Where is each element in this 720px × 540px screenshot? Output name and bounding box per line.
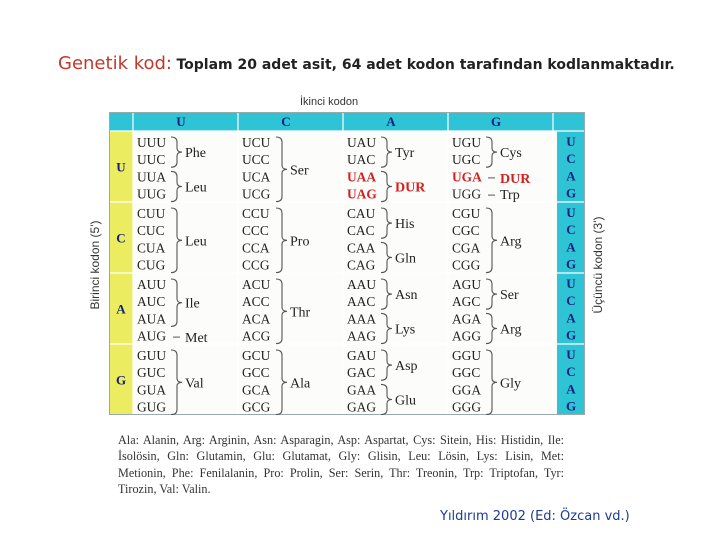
amino-acid-label: Ile: [185, 296, 200, 312]
codon-text: UAA: [347, 169, 377, 185]
codon-text: CAG: [347, 257, 376, 273]
codon-text: UUC: [137, 152, 166, 168]
codon-text: AUA: [137, 311, 167, 327]
second-base-label: A: [386, 114, 396, 129]
codon-text: AAC: [347, 294, 376, 310]
second-base-label: C: [281, 114, 291, 129]
codon-text: GAG: [347, 399, 377, 415]
codon-text: CAU: [347, 206, 376, 221]
first-base-label: C: [116, 230, 126, 246]
codon-text: UUA: [137, 169, 167, 185]
amino-acid-label: Arg: [500, 234, 522, 250]
codon-text: AUG: [137, 328, 167, 344]
third-base-label: U: [566, 134, 576, 149]
codon-text: UAC: [347, 152, 376, 168]
codon-text: CCG: [242, 257, 270, 273]
first-base-label: A: [116, 301, 126, 317]
codon-text: CGA: [452, 240, 481, 256]
codon-text: GUA: [137, 382, 167, 398]
codon-text: UGC: [452, 152, 481, 168]
codon-text: UGG: [452, 186, 482, 202]
codon-text: UUG: [137, 186, 167, 202]
codon-text: GCA: [242, 382, 271, 398]
page-heading: [58, 53, 675, 74]
stop-codon-label: DUR: [500, 171, 531, 187]
second-base-label: U: [176, 114, 186, 129]
amino-acid-label: Asn: [395, 288, 418, 304]
heading-lead: Genetik kod:: [58, 53, 172, 74]
codon-text: CUU: [137, 206, 166, 221]
codon-text: UUU: [137, 135, 167, 150]
third-base-label: C: [566, 293, 576, 309]
codon-text: GGG: [452, 399, 482, 415]
codon-text: GAU: [347, 348, 377, 363]
codon-text: ACG: [242, 328, 271, 344]
codon-text: UCA: [242, 169, 271, 185]
codon-text: UCC: [242, 152, 270, 168]
third-base-label: A: [566, 381, 576, 397]
codon-text: AUU: [137, 277, 167, 292]
amino-acid-label: Tyr: [395, 146, 415, 162]
third-base-label: U: [566, 276, 576, 291]
codon-text: CCA: [242, 240, 270, 256]
codon-text: GUC: [137, 365, 166, 381]
codon-text: GAA: [347, 382, 377, 398]
third-base-label: G: [565, 398, 577, 414]
codon-text: GCG: [242, 399, 271, 415]
third-base-label: C: [566, 151, 576, 167]
amino-acid-label: Leu: [185, 234, 207, 250]
codon-text: CUA: [137, 240, 166, 256]
heading-rest: Toplam 20 adet asit, 64 adet kodon tarafından kodlanmaktadır.: [176, 57, 675, 73]
amino-acid-label: Leu: [185, 180, 207, 196]
first-base-label: U: [116, 159, 126, 175]
third-base-label: U: [566, 205, 576, 220]
codon-text: GUU: [137, 348, 167, 363]
amino-acid-label: Asp: [395, 359, 418, 375]
codon-text: CGU: [452, 206, 481, 221]
codon-text: CGG: [452, 257, 481, 273]
amino-acid-label: Ala: [290, 376, 311, 392]
amino-acid-label: Val: [185, 376, 204, 392]
amino-acid-label: Lys: [395, 322, 416, 338]
codon-text: GGA: [452, 382, 482, 398]
codon-text: UAG: [347, 186, 377, 202]
codon-text: AAG: [347, 328, 377, 344]
amino-acid-label: His: [395, 217, 415, 233]
third-base-label: G: [565, 185, 577, 201]
third-codon-label: Üçüncü kodon (3'): [591, 216, 605, 314]
codon-table-graphic: [109, 112, 585, 415]
second-codon-label: İkinci kodon: [300, 96, 359, 108]
second-base-label: G: [490, 114, 502, 129]
codon-text: AAU: [347, 277, 377, 292]
amino-acid-label: Arg: [500, 322, 522, 338]
amino-acid-label: Glu: [395, 393, 416, 409]
third-base-label: G: [565, 327, 577, 343]
codon-text: CGC: [452, 223, 480, 239]
third-base-label: C: [566, 222, 576, 238]
third-base-label: A: [566, 310, 576, 326]
codon-text: UGU: [452, 135, 482, 150]
amino-acid-label: Met: [185, 331, 208, 347]
amino-acid-label: Thr: [290, 305, 311, 321]
codon-text: CCU: [242, 206, 270, 221]
codon-text: AAA: [347, 311, 377, 327]
amino-acid-label: Ser: [500, 288, 519, 304]
codon-text: CAA: [347, 240, 376, 256]
codon-text: AGA: [452, 311, 482, 327]
amino-acid-abbreviations: Ala: Alanin, Arg: Arginin, Asn: Asparagin, Asp: Aspartat, Cys: Sitein, His: Histidin, Ile: İsolösin, Gln: Glutamin, Glu: Glutamat, Gly: Glisin, Leu: Lösin, Lys: Lisin, Met: Metionin, Phe: Fenilalanin, Pro: Prolin, Ser: Serin, Thr: Treonin, Trp: Triptofan, Tyr: Tirozin, Val: Valin.: [118, 433, 564, 496]
genetic-code-table: [109, 112, 585, 415]
amino-acid-label: Cys: [500, 146, 522, 162]
codon-text: GCC: [242, 365, 270, 381]
codon-text: ACC: [242, 294, 270, 310]
codon-text: UCG: [242, 186, 271, 202]
amino-acid-label: Gln: [395, 251, 416, 267]
codon-text: CUC: [137, 223, 165, 239]
codon-text: AGG: [452, 328, 482, 344]
codon-text: CUG: [137, 257, 166, 273]
codon-text: CAC: [347, 223, 375, 239]
source-credit: Yıldırım 2002 (Ed: Özcan vd.): [440, 509, 630, 524]
codon-text: AGC: [452, 294, 481, 310]
amino-acid-label: Phe: [185, 146, 206, 162]
codon-text: UCU: [242, 135, 271, 150]
codon-text: AGU: [452, 277, 482, 292]
third-base-label: G: [565, 256, 577, 272]
codon-text: UGA: [452, 169, 482, 185]
amino-acid-label: Ser: [290, 163, 309, 179]
codon-text: GCU: [242, 348, 271, 363]
codon-text: GUG: [137, 399, 167, 415]
amino-acid-label: Trp: [500, 188, 520, 204]
third-base-label: U: [566, 347, 576, 362]
codon-text: ACU: [242, 277, 271, 292]
stop-codon-label: DUR: [395, 180, 426, 196]
codon-text: GGU: [452, 348, 482, 363]
third-base-label: A: [566, 168, 576, 184]
codon-text: UAU: [347, 135, 377, 150]
first-base-label: G: [115, 372, 127, 388]
amino-acid-label: Gly: [500, 376, 521, 392]
amino-acid-label: Pro: [290, 234, 310, 250]
codon-text: GGC: [452, 365, 481, 381]
codon-text: AUC: [137, 294, 166, 310]
codon-text: ACA: [242, 311, 271, 327]
first-codon-label: Birinci kodon (5'): [88, 220, 102, 310]
codon-text: CCC: [242, 223, 269, 239]
codon-text: GAC: [347, 365, 376, 381]
third-base-label: A: [566, 239, 576, 255]
third-base-label: C: [566, 364, 576, 380]
